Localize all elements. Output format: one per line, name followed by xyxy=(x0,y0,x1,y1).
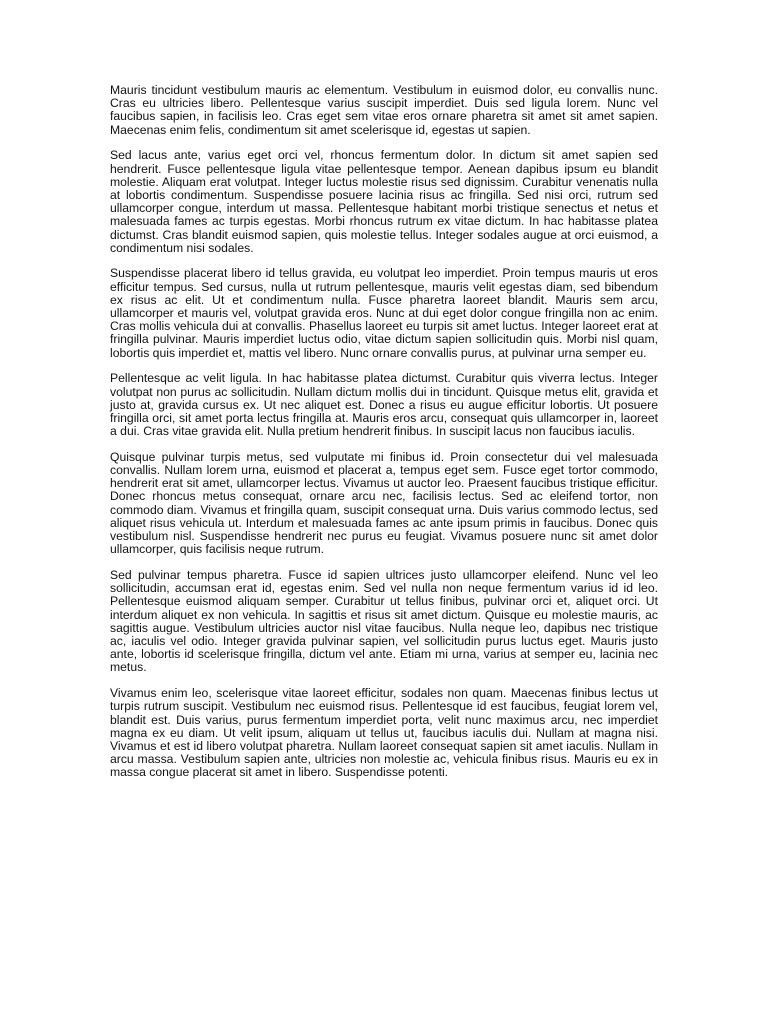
paragraph-4: Pellentesque ac velit ligula. In hac habitasse platea dictumst. Curabitur quis viverra lectus. Integer volutpat non purus ac sollicitudin. Nullam dictum mollis dui in tincidunt. Quisque metus elit, gravida et justo at, gravida cursus ex. Ut nec aliquet est. Donec a risus eu augue efficitur lobortis. Ut posuere fringilla orci, sit amet porta lectus fringilla at. Mauris eros arcu, consequat quis ullamcorper in, laoreet a dui. Cras vitae gravida elit. Nulla pretium hendrerit finibus. In suscipit lacus non faucibus iaculis. xyxy=(110,371,658,439)
document-body xyxy=(110,84,658,792)
paragraph-2: Sed lacus ante, varius eget orci vel, rhoncus fermentum dolor. In dictum sit amet sapien sed hendrerit. Fusce pellentesque ligula vitae pellentesque tempor. Aenean dapibus ipsum eu blandit molestie. Aliquam erat volutpat. Integer luctus molestie risus sed dignissim. Curabitur venenatis nulla at lobortis condimentum. Suspendisse posuere lacinia risus ac fringilla. Sed nisi orci, rutrum sed ullamcorper congue, interdum ut massa. Pellentesque habitant morbi tristique senectus et netus et malesuada fames ac turpis egestas. Morbi rhoncus rutrum ex vitae dictum. In hac habitasse platea dictumst. Cras blandit euismod sapien, quis molestie tellus. Integer sodales augue at orci euismod, a condimentum nisi sodales. xyxy=(110,148,658,255)
paragraph-3: Suspendisse placerat libero id tellus gravida, eu volutpat leo imperdiet. Proin tempus mauris ut eros efficitur tempus. Sed cursus, nulla ut rutrum pellentesque, mauris velit egestas diam, sed bibendum ex risus ac elit. Ut et condimentum nulla. Fusce pharetra laoreet blandit. Mauris sem arcu, ullamcorper et mauris vel, volutpat gravida eros. Nunc at dui eget dolor congue fringilla non ac enim. Cras mollis vehicula dui at convallis. Phasellus laoreet eu turpis sit amet luctus. Integer laoreet erat at fringilla pulvinar. Mauris imperdiet luctus odio, vitae dictum sapien sollicitudin quis. Morbi nisl quam, lobortis quis imperdiet et, mattis vel libero. Nunc ornare convallis purus, at pulvinar urna semper eu. xyxy=(110,266,658,360)
paragraph-7: Vivamus enim leo, scelerisque vitae laoreet efficitur, sodales non quam. Maecenas finibus lectus ut turpis rutrum suscipit. Vestibulum nec euismod risus. Pellentesque id est faucibus, feugiat lorem vel, blandit est. Duis varius, purus fermentum imperdiet porta, velit nunc maximus arcu, nec imperdiet magna ex eu diam. Ut velit ipsum, aliquam ut tellus ut, faucibus iaculis dui. Nullam at magna nisi. Vivamus et est id libero volutpat pharetra. Nullam laoreet consequat sapien sit amet iaculis. Nullam in arcu massa. Vestibulum sapien ante, ultricies non molestie ac, vehicula finibus risus. Mauris eu ex in massa congue placerat sit amet in libero. Suspendisse potenti. xyxy=(110,686,658,780)
paragraph-6: Sed pulvinar tempus pharetra. Fusce id sapien ultrices justo ullamcorper eleifend. Nunc vel leo sollicitudin, accumsan erat id, egestas enim. Sed vel nulla non neque fermentum varius id id leo. Pellentesque euismod aliquam semper. Curabitur ut tellus finibus, pulvinar orci et, aliquet orci. Ut interdum aliquet ex non vehicula. In sagittis et risus sit amet dictum. Quisque eu molestie mauris, ac sagittis augue. Vestibulum ultricies auctor nisl vitae faucibus. Nulla neque leo, dapibus nec tristique ac, iaculis vel odio. Integer gravida pulvinar sapien, vel sollicitudin purus luctus eget. Mauris justo ante, lobortis id scelerisque fringilla, dictum vel ante. Etiam mi urna, varius at semper eu, lacinia nec metus. xyxy=(110,568,658,675)
paragraph-1: Mauris tincidunt vestibulum mauris ac elementum. Vestibulum in euismod dolor, eu convallis nunc. Cras eu ultricies libero. Pellentesque varius suscipit imperdiet. Duis sed ligula lorem. Nunc vel faucibus sapien, in facilisis leo. Cras eget sem vitae eros ornare pharetra sit amet sit amet sapien. Maecenas enim felis, condimentum sit amet scelerisque id, egestas ut sapien. xyxy=(110,83,658,137)
paragraph-5: Quisque pulvinar turpis metus, sed vulputate mi finibus id. Proin consectetur dui vel malesuada convallis. Nullam lorem urna, euismod et placerat a, tempus eget sem. Fusce eget tortor commodo, hendrerit erat sit amet, ullamcorper lectus. Vivamus ut auctor leo. Praesent faucibus tristique efficitur. Donec rhoncus metus consequat, ornare arcu nec, facilisis lectus. Sed ac eleifend tortor, non commodo diam. Vivamus et fringilla quam, suscipit consequat urna. Duis varius commodo lectus, sed aliquet risus vehicula ut. Interdum et malesuada fames ac ante ipsum primis in faucibus. Donec quis vestibulum nisl. Suspendisse hendrerit nec purus eu feugiat. Vivamus posuere nunc sit amet dolor ullamcorper, quis facilisis neque rutrum. xyxy=(110,449,658,557)
